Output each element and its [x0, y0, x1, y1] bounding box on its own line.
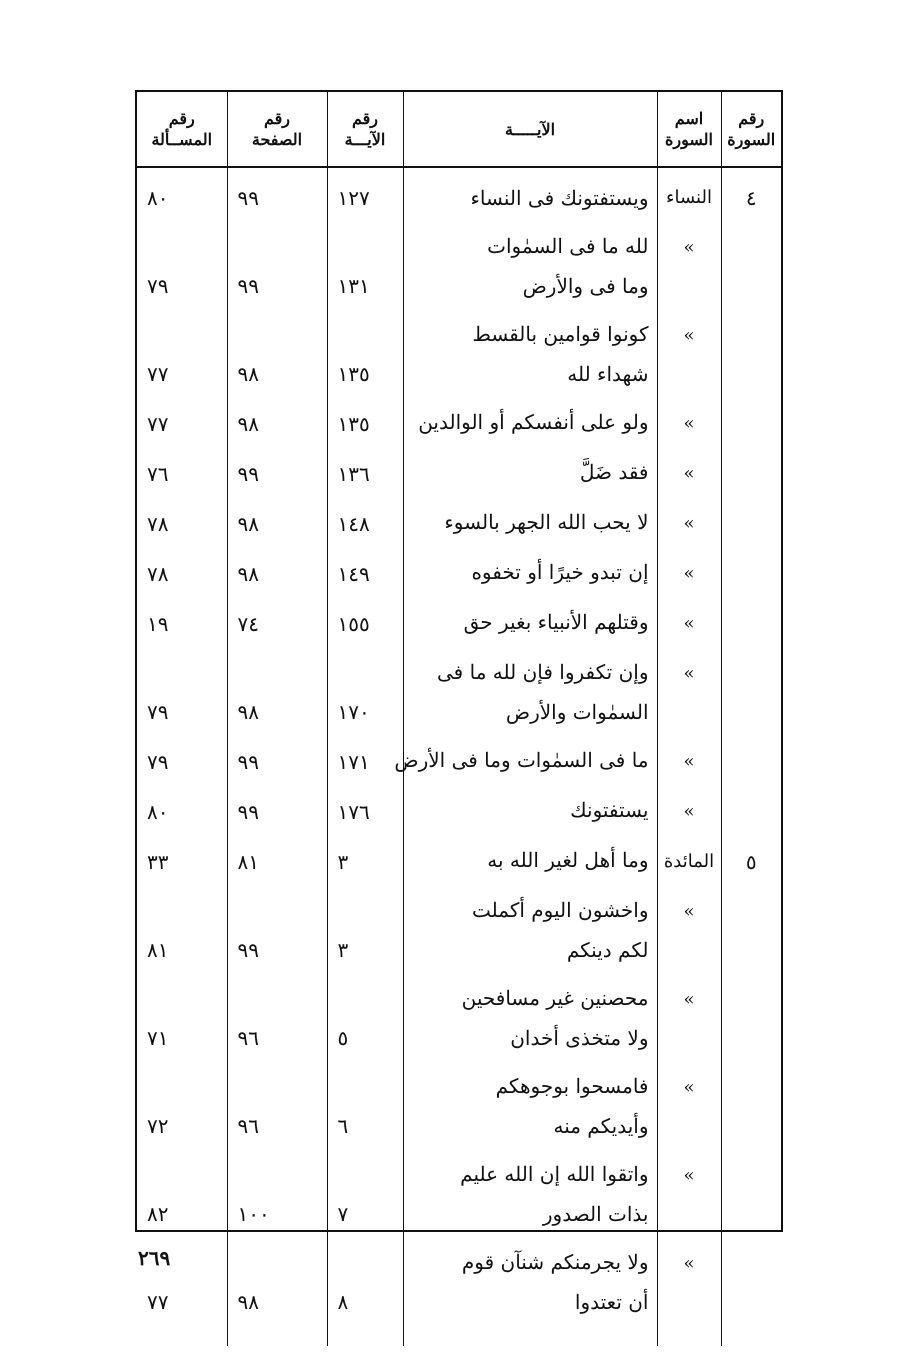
verse-line: كونوا قوامين بالقسط	[472, 322, 649, 346]
page-number-cell: ٩٩	[227, 448, 327, 498]
verse-text-cell	[403, 1062, 657, 1150]
header-page-number-line2: الصفحة	[251, 130, 303, 149]
issue-number-cell: ٧٧	[147, 1290, 169, 1314]
table-row	[137, 1150, 781, 1238]
verse-number-cell: ٣	[327, 886, 403, 974]
verse-text-cell	[403, 398, 657, 448]
verse-line: فامسحوا بوجوهكم	[495, 1074, 649, 1098]
header-verse-number	[327, 92, 403, 167]
surah-number-cell: ٥	[721, 836, 781, 886]
table-row	[137, 398, 781, 448]
verse-line: ما فى السمٰوات وما فى الأرض	[394, 748, 649, 772]
verse-number-cell: ١٢٧	[327, 167, 403, 222]
page-number-cell: ٧٤	[227, 598, 327, 648]
verse-number-cell: ٨	[327, 1238, 403, 1326]
table-row	[137, 222, 781, 310]
header-surah-name-line1: اسم	[674, 109, 704, 128]
verse-text-cell	[403, 786, 657, 836]
verse-number-cell: ٣	[327, 836, 403, 886]
surah-name-cell: »	[657, 222, 721, 310]
page-number-cell: ٩٩	[227, 886, 327, 974]
page-number-cell: ٩٦	[227, 1062, 327, 1150]
surah-name-cell: »	[657, 498, 721, 548]
issue-number-cell: ٧٩	[147, 750, 169, 774]
issue-number-cell: ١٩	[147, 612, 169, 636]
verse-line: وأيديكم منه	[553, 1114, 649, 1138]
surah-number-cell	[721, 448, 781, 498]
verse-text-cell	[403, 648, 657, 736]
filler-cell	[137, 1326, 227, 1346]
surah-name-cell: »	[657, 1150, 721, 1238]
page-number-cell: ٩٨	[227, 310, 327, 398]
surah-name-cell: »	[657, 786, 721, 836]
verse-text-cell	[403, 836, 657, 886]
header-surah-name-line2: السورة	[665, 130, 713, 149]
surah-name-cell: النساء	[657, 167, 721, 222]
issue-number-cell: ٧٧	[147, 412, 169, 436]
table-header-row	[137, 92, 781, 167]
verse-line: ولو على أنفسكم أو الوالدين	[418, 410, 649, 434]
surah-name-cell: »	[657, 886, 721, 974]
verse-number-cell: ١٤٨	[327, 498, 403, 548]
issue-number-cell: ٨٢	[147, 1202, 169, 1226]
table-row	[137, 448, 781, 498]
page-number-cell: ٩٩	[227, 736, 327, 786]
verse-text-cell	[403, 167, 657, 222]
surah-name-cell: »	[657, 1238, 721, 1326]
header-surah-number	[721, 92, 781, 167]
surah-number-cell	[721, 1150, 781, 1238]
surah-name-cell: »	[657, 1062, 721, 1150]
header-issue-number-line2: المســألة	[151, 130, 213, 149]
surah-number-cell	[721, 786, 781, 836]
verse-number-cell: ١٧٠	[327, 648, 403, 736]
surah-number-cell	[721, 398, 781, 448]
table-row	[137, 598, 781, 648]
verse-number-cell: ٥	[327, 974, 403, 1062]
verse-line: ويستفتونك فى النساء	[470, 186, 649, 210]
verse-line: لله ما فى السمٰوات	[487, 234, 649, 258]
surah-name-cell: »	[657, 598, 721, 648]
page-number: ٢٦٩	[138, 1246, 171, 1270]
surah-number-cell	[721, 1238, 781, 1326]
verse-number-cell: ١٣٥	[327, 310, 403, 398]
verse-line: شهداء لله	[567, 362, 649, 386]
page-number-cell: ١٠٠	[227, 1150, 327, 1238]
surah-name-cell: »	[657, 548, 721, 598]
header-verse-label: الآيـــــة	[504, 119, 556, 139]
surah-name-cell: »	[657, 974, 721, 1062]
table-row	[137, 548, 781, 598]
verse-line: وما أهل لغير الله به	[487, 848, 649, 872]
table-row	[137, 498, 781, 548]
table-body	[137, 167, 781, 1346]
verse-line: ولا يجرمنكم شنآن قوم	[461, 1250, 649, 1274]
page-number-cell: ٩٩	[227, 222, 327, 310]
verse-text-cell	[403, 1238, 657, 1326]
verse-line: لا يحب الله الجهر بالسوء	[444, 510, 649, 534]
verse-number-cell: ١٥٥	[327, 598, 403, 648]
verse-line: واخشون اليوم أكملت	[472, 898, 649, 922]
header-verse-number-line1: رقم	[351, 109, 379, 128]
header-surah-number-line2: السورة	[727, 130, 776, 149]
surah-number-cell	[721, 310, 781, 398]
verse-number-cell: ٦	[327, 1062, 403, 1150]
surah-name-cell: »	[657, 448, 721, 498]
verse-number-cell: ١٧١	[327, 736, 403, 786]
header-verse	[403, 92, 657, 167]
page-number-cell: ٩٩	[227, 167, 327, 222]
filler-cell	[403, 1326, 657, 1346]
verse-text-cell	[403, 222, 657, 310]
page-number-cell: ٩٨	[227, 648, 327, 736]
issue-number-cell: ٧٨	[147, 562, 169, 586]
verse-line: محصنين غير مسافحين	[461, 986, 649, 1010]
table-row	[137, 167, 781, 222]
header-issue-number	[137, 92, 227, 167]
filler-cell	[327, 1326, 403, 1346]
verse-line: يستفتونك	[570, 798, 649, 822]
verse-text-cell	[403, 310, 657, 398]
surah-number-cell	[721, 222, 781, 310]
filler-cell	[227, 1326, 327, 1346]
verse-number-cell: ١٣٦	[327, 448, 403, 498]
table-row	[137, 1238, 781, 1326]
verse-line: ولا متخذى أخدان	[510, 1026, 649, 1050]
table-row	[137, 736, 781, 786]
header-verse-number-line2: الآيـــة	[344, 130, 386, 149]
filler-cell	[721, 1326, 781, 1346]
issue-number-cell: ٧٢	[147, 1114, 169, 1138]
verse-text-cell	[403, 1150, 657, 1238]
header-page-number	[227, 92, 327, 167]
verse-line: وإن تكفروا فإن لله ما فى	[437, 660, 649, 684]
surah-number-cell	[721, 886, 781, 974]
page-number-cell: ٩٦	[227, 974, 327, 1062]
surah-number-cell: ٤	[721, 167, 781, 222]
surah-number-cell	[721, 1062, 781, 1150]
verse-line: فقد ضَلَّ	[579, 460, 649, 484]
page-number-cell: ٩٨	[227, 498, 327, 548]
table-row	[137, 648, 781, 736]
verse-text-cell	[403, 974, 657, 1062]
issue-number-cell: ٧٩	[147, 274, 169, 298]
surah-number-cell	[721, 548, 781, 598]
table-row	[137, 1062, 781, 1150]
issue-number-cell: ٨١	[147, 938, 169, 962]
surah-name-cell: المائدة	[657, 836, 721, 886]
verse-number-cell: ١٣١	[327, 222, 403, 310]
issue-number-cell: ٨٠	[147, 800, 169, 824]
verse-line: وقتلهم الأنبياء بغير حق	[463, 610, 649, 634]
verse-number-cell: ١٣٥	[327, 398, 403, 448]
table-row	[137, 974, 781, 1062]
surah-name-cell: »	[657, 648, 721, 736]
issue-number-cell: ٧٨	[147, 512, 169, 536]
verse-number-cell: ١٤٩	[327, 548, 403, 598]
verse-number-cell: ١٧٦	[327, 786, 403, 836]
issue-number-cell: ٣٣	[147, 850, 169, 874]
surah-number-cell	[721, 648, 781, 736]
header-surah-name	[657, 92, 721, 167]
surah-number-cell	[721, 498, 781, 548]
filler-cell	[657, 1326, 721, 1346]
table-row	[137, 310, 781, 398]
page-number-cell: ٩٨	[227, 1238, 327, 1326]
verse-number-cell: ٧	[327, 1150, 403, 1238]
verse-text-cell	[403, 886, 657, 974]
surah-number-cell	[721, 736, 781, 786]
page-number-cell: ٨١	[227, 836, 327, 886]
verse-text-cell	[403, 498, 657, 548]
table-row	[137, 886, 781, 974]
verse-line: إن تبدو خيرًا أو تخفوه	[471, 560, 649, 584]
header-surah-number-line1: رقم	[738, 109, 765, 128]
issue-number-cell: ٧٦	[147, 462, 169, 486]
verse-line: أن تعتدوا	[574, 1290, 649, 1314]
table-row	[137, 836, 781, 886]
verse-line: لكم دينكم	[566, 938, 649, 962]
issue-number-cell: ٧١	[147, 1026, 169, 1050]
surah-name-cell: »	[657, 398, 721, 448]
surah-name-cell: »	[657, 310, 721, 398]
issue-number-cell: ٧٧	[147, 362, 169, 386]
page-number-cell: ٩٩	[227, 786, 327, 836]
verse-text-cell	[403, 598, 657, 648]
surah-number-cell	[721, 974, 781, 1062]
table-filler-row	[137, 1326, 781, 1346]
verse-line: السمٰوات والأرض	[505, 700, 649, 724]
surah-name-cell: »	[657, 736, 721, 786]
verse-line: وما فى والأرض	[522, 274, 649, 298]
verse-line: واتقوا الله إن الله عليم	[460, 1162, 649, 1186]
table-row	[137, 786, 781, 836]
verse-line: بذات الصدور	[542, 1202, 649, 1226]
issue-number-cell: ٨٠	[147, 186, 169, 210]
issue-number-cell: ٧٩	[147, 700, 169, 724]
verse-index-table	[137, 92, 781, 1346]
surah-number-cell	[721, 598, 781, 648]
verse-text-cell	[403, 548, 657, 598]
verse-text-cell	[394, 736, 657, 786]
header-issue-number-line1: رقم	[168, 109, 195, 128]
page-number-cell: ٩٨	[227, 548, 327, 598]
header-page-number-line1: رقم	[263, 109, 291, 128]
verse-text-cell	[403, 448, 657, 498]
page-number-cell: ٩٨	[227, 398, 327, 448]
